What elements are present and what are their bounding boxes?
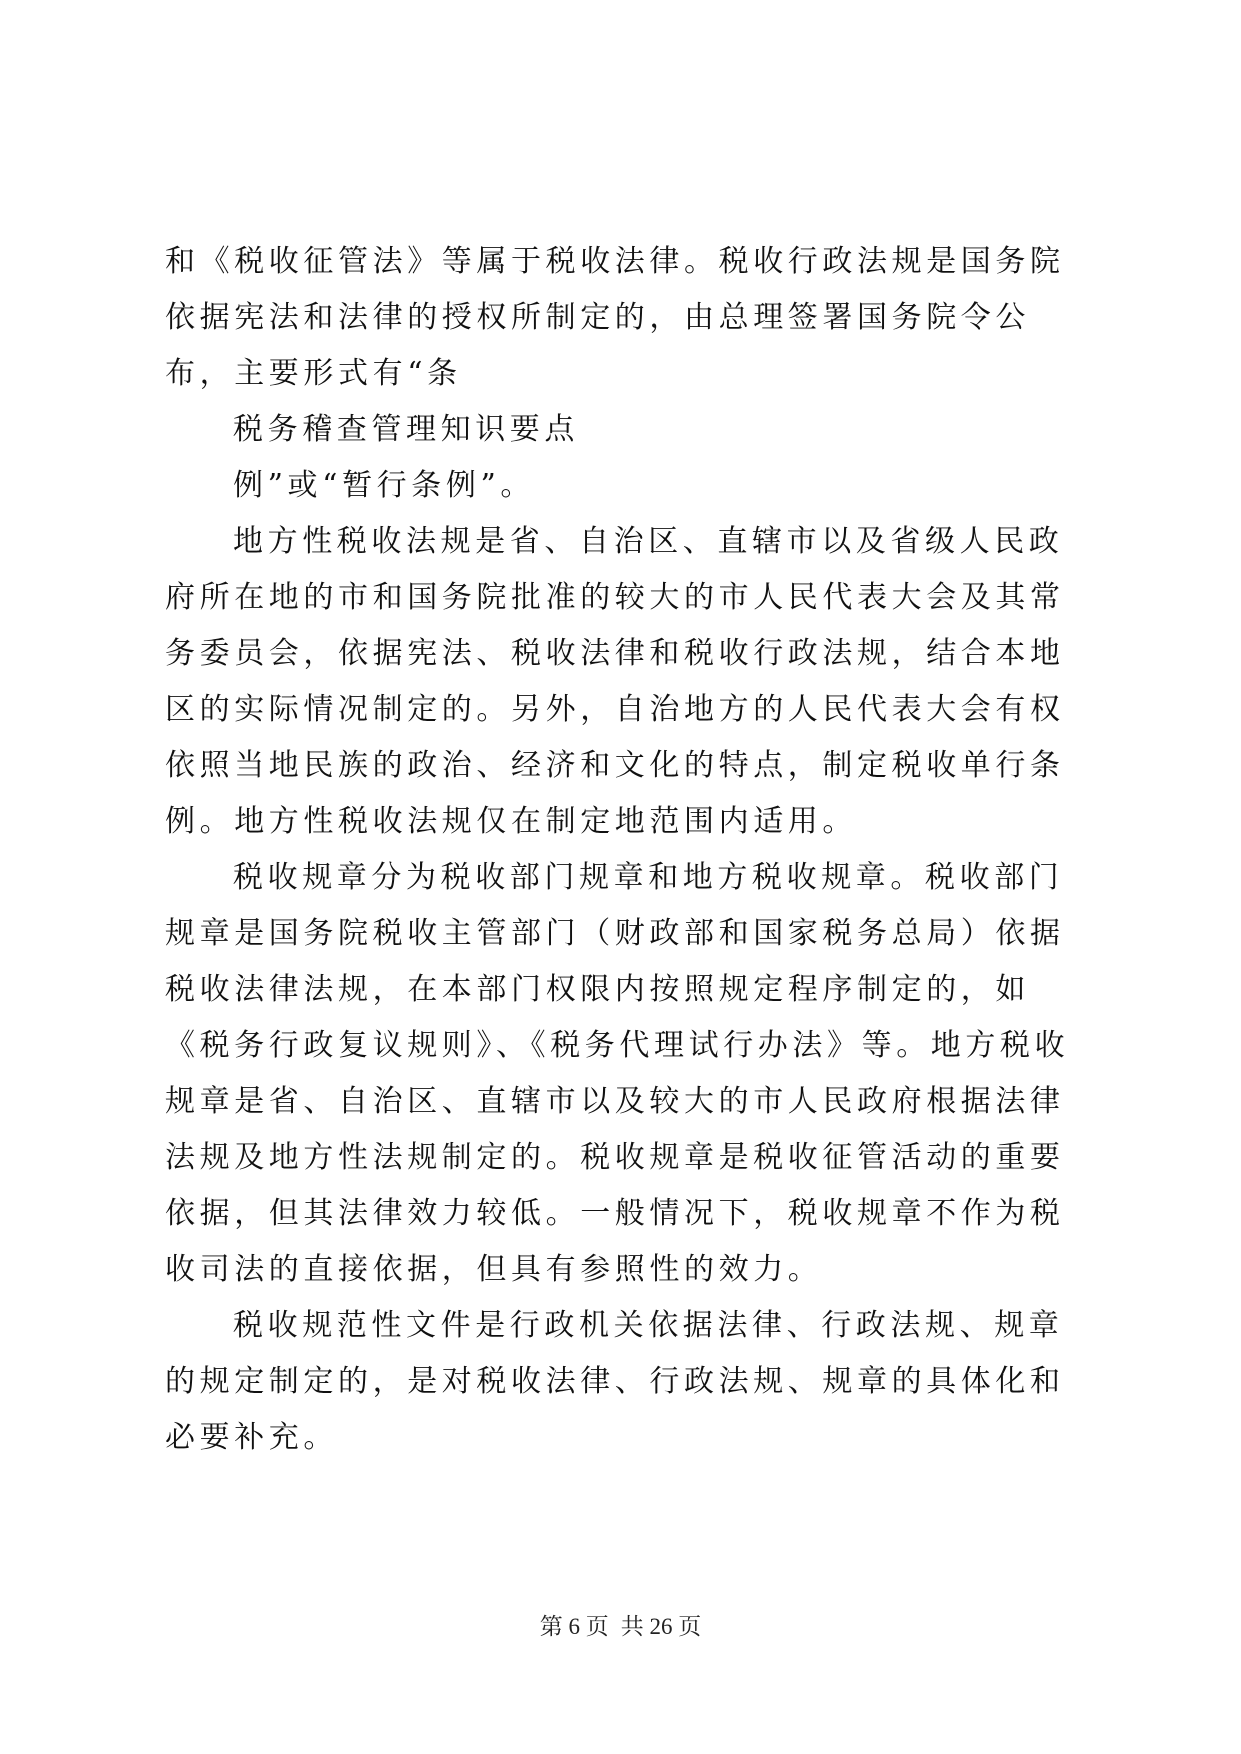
paragraph-continuation-quote: 例”或“暂行条例”。 bbox=[233, 468, 536, 503]
paragraph-running-title: 税务稽查管理知识要点 bbox=[233, 412, 579, 447]
paragraph-normative-documents: 税收规范性文件是行政机关依据法律、行政法规、规章的规定制定的，是对税收法律、行政法规、规章的具体化和必要补充。 bbox=[165, 1308, 1065, 1455]
page-number: 第 6 页 bbox=[539, 1614, 609, 1639]
body-text bbox=[165, 234, 1075, 1466]
page-total: 共 26 页 bbox=[620, 1614, 702, 1639]
paragraph-tax-rules: 税收规章分为税收部门规章和地方税收规章。税收部门规章是国务院税收主管部门（财政部和国家税务总局）依据税收法律法规，在本部门权限内按照规定程序制定的，如《税务行政复议规则》、《税务代理试行办法》等。地方税收规章是省、自治区、直辖市以及较大的市人民政府根据法律法规及地方性法规制定的。税收规章是税收征管活动的重要依据，但其法律效力较低。一般情况下，税收规章不作为税收司法的直接依据，但具有参照性的效力。 bbox=[165, 860, 1070, 1287]
paragraph-local-regulations: 地方性税收法规是省、自治区、直辖市以及省级人民政府所在地的市和国务院批准的较大的市人民代表大会及其常务委员会，依据宪法、税收法律和税收行政法规，结合本地区的实际情况制定的。另外，自治地方的人民代表大会有权依照当地民族的政治、经济和文化的特点，制定税收单行条例。地方性税收法规仅在制定地范围内适用。 bbox=[165, 524, 1065, 839]
paragraph-continuation: 和《税收征管法》等属于税收法律。税收行政法规是国务院依据宪法和法律的授权所制定的，由总理签署国务院令公布，主要形式有“条 bbox=[165, 244, 1065, 391]
page-footer bbox=[0, 1608, 1241, 1641]
